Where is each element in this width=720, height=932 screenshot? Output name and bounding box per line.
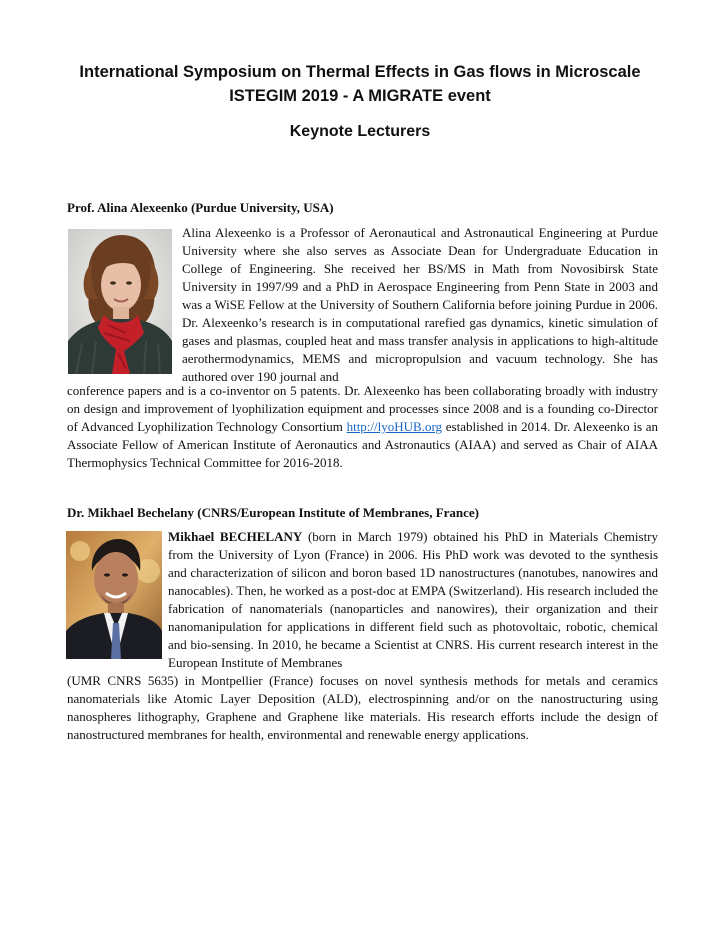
lecturer-1-bio-part1: Alina Alexeenko is a Professor of Aeronautical and Astronautical Engineering at Purdue University where she also serves as Associate Dean for Undergraduate Education in College of Engineering. She received her BS/MS in Math from Novosibirsk State University in 1997/99 and a PhD in Aerospace Engineering from Penn State in 2003 and was a WiSE Fellow at the University of Southern California before joining Purdue in 2006. Dr. Alexeenko’s research is in computational rarefied gas dynamics, kinetic simulation of gases and plasmas, coupled heat and mass transfer analysis in applications to high-altitude aerothermodynamics, MEMS and micropropulsion and vacuum technology. She has authored over 190 journal and bbox=[182, 225, 658, 384]
lecturer-1-bio-part2b: established in 2014. Dr. Alexeenko is an Associate Fellow of American Institute of Aeronautics and Astronautics (AIAA) and served as Chair of AIAA Thermophysics Technical Committee for 2016-2018. bbox=[67, 419, 658, 470]
alexeenko-photo bbox=[68, 229, 172, 374]
lecturer-1-heading: Prof. Alina Alexeenko (Purdue University, USA) bbox=[67, 200, 334, 215]
lecturer-1-bio-part2a: conference papers and is a co-inventor on 5 patents. Dr. Alexeenko has been collaborating broadly with industry on design and improvement of lyophilization equipment and processes since 2008 and is a founding co-Director of Advanced Lyophilization Technology Consortium bbox=[67, 383, 658, 434]
lecturer-1-bio-part2 bbox=[67, 382, 658, 472]
lyohub-link[interactable]: http://lyoHUB.org bbox=[346, 419, 443, 434]
event-subtitle: ISTEGIM 2019 - A MIGRATE event bbox=[229, 87, 491, 105]
bechelany-photo bbox=[66, 531, 162, 659]
symposium-title: International Symposium on Thermal Effects in Gas flows in Microscale bbox=[79, 63, 641, 81]
lecturer-2-bio-part2: (UMR CNRS 5635) in Montpellier (France) focuses on novel synthesis methods for metals and ceramics nanomaterials like Atomic Layer Deposition (ALD), electrospinning and/or on the nanostructuring using nanospheres lithography, Graphene and Graphene like materials. His research efforts include the design of nanostructured membranes for health, environmental and renewable energy applications. bbox=[67, 673, 658, 742]
section-title: Keynote Lecturers bbox=[289, 123, 431, 140]
lecturer-2-bio-text: (born in March 1979) obtained his PhD in Materials Chemistry from the University of Lyon (France) in 2006. His PhD work was devoted to the synthesis and characterization of silicon and boron based 1D nanostructures (nanotubes, nanowires and nanocables). Then, he worked as a post-doc at EMPA (Switzerland). His research included the fabrication of nanomaterials (nanoparticles and nanowires), their organization and their nanomanipulation for applications in different field such as photovoltaic, robotic, chemical and bio-sensing. In 2010, he became a Scientist at CNRS. His current research interest in the European Institute of Membranes bbox=[168, 529, 659, 670]
lecturer-2-heading: Dr. Mikhael Bechelany (CNRS/European Institute of Membranes, France) bbox=[67, 505, 480, 520]
lecturer-2-name: Mikhael BECHELANY bbox=[168, 529, 303, 544]
lecturer-2-bio-part1 bbox=[168, 528, 658, 672]
